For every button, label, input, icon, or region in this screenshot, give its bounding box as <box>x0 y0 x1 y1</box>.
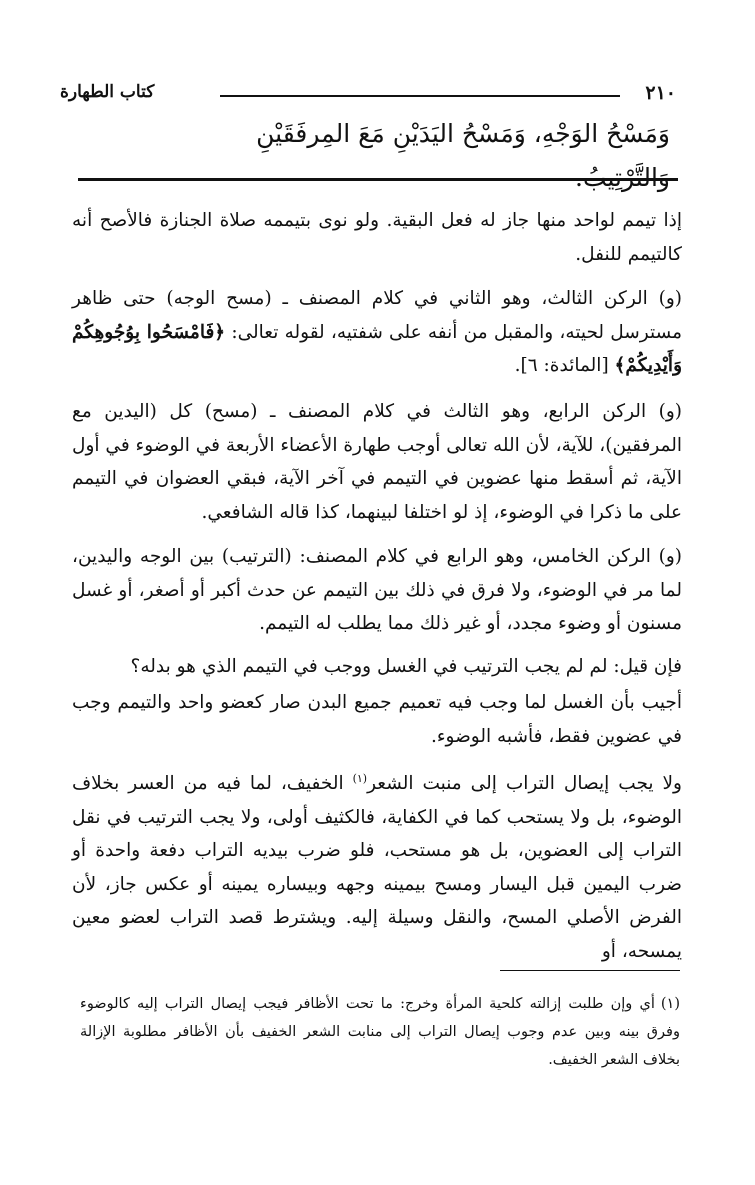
book-title: كتاب الطهارة <box>60 82 155 102</box>
paragraph-7 <box>72 762 682 968</box>
paragraph-3: (و) الركن الرابع، وهو الثالث في كلام المصنف ـ (مسح) كل (اليدين مع المرفقين)، للآية، لأن الله تعالى أوجب طهارة الأعضاء الأربعة في الوضوء في أول الآية، ثم أسقط منها عضوين في التيمم في آخر الآية، فبقي العضوان في التيمم على ما ذكرا في الوضوء، إذ لو اختلفا لبينهما، كذا قاله الشافعي. <box>72 401 682 523</box>
paragraph-5: فإن قيل: لم لم يجب الترتيب في الغسل ووجب في التيمم الذي هو بدله؟ <box>130 656 682 677</box>
running-header <box>60 82 680 106</box>
paragraph-4: (و) الركن الخامس، وهو الرابع في كلام المصنف: (الترتيب) بين الوجه واليدين، لما مر في الوضوء، ولا فرق في ذلك بين التيمم عن حدث أكبر أو أصغر، أو غسل مسنون أو وضوء مجدد، أو غير ذلك مما يطلب له التيمم. <box>72 546 682 634</box>
paragraph-7-start: ولا يجب إيصال التراب إلى منبت الشعر <box>367 773 682 795</box>
header-rule <box>220 95 620 97</box>
quran-reference: [المائدة: ٦]. <box>514 355 615 376</box>
page-number: ٢١٠ <box>645 82 676 104</box>
footnote-separator <box>500 970 680 971</box>
paragraph-1: إذا تيمم لواحد منها جاز له فعل البقية. ولو نوى بتيممه صلاة الجنازة فالأصح أنه كالتيمم للنفل. <box>72 210 682 265</box>
matn-text: وَمَسْحُ الوَجْهِ، وَمَسْحُ اليَدَيْنِ مَعَ المِرفَقَيْنِ وَالتَّرْتِيبُ. <box>256 119 670 192</box>
paragraph-6: أجيب بأن الغسل لما وجب فيه تعميم جميع البدن صار كعضو واحد والتيمم وجب في عضوين فقط، فأشبه الوضوء. <box>72 692 682 747</box>
footnote <box>80 990 680 1074</box>
footnote-reference: (١) <box>352 772 368 785</box>
footnote-text: أي وإن طلبت إزالته كلحية المرأة وخرج: ما تحت الأظافر فيجب إيصال التراب إليه كالوضوء وفرق بينه وبين عدم وجوب إيصال التراب إلى منابت الشعر الخفيف بأن الأظافر مطلوبة الإزالة بخلاف الشعر الخفيف. <box>80 996 680 1068</box>
paragraph-7-rest: الخفيف، لما فيه من العسر بخلاف الوضوء، بل ولا يستحب كما في الكفاية، فالكثيف أولى، ولا يجب الترتيب في نقل التراب إلى العضوين، بل هو مستحب، فلو ضرب بيديه التراب دفعة واحدة أو ضرب اليمين قبل اليسار ومسح بيمينه وجهه وبيساره يمينه أو عكس جاز، لأن الفرض الأصلي المسح، والنقل وسيلة إليه. ويشترط قصد التراب لعضو معين يمسحه، أو <box>72 773 682 962</box>
quran-verse: ﴿فَامْسَحُوا بِوُجُوهِكُمْ وَأَيْدِيكُمْ﴾ <box>72 321 682 376</box>
matn-separator <box>78 178 678 181</box>
footnote-number: (١) <box>660 996 680 1012</box>
paragraph-2-text: (و) الركن الثالث، وهو الثاني في كلام المصنف ـ (مسح الوجه) حتى ظاهر مسترسل لحيته، والمقبل من أنفه على شفتيه، لقوله تعالى: <box>72 288 682 343</box>
paragraph-2 <box>72 282 682 383</box>
